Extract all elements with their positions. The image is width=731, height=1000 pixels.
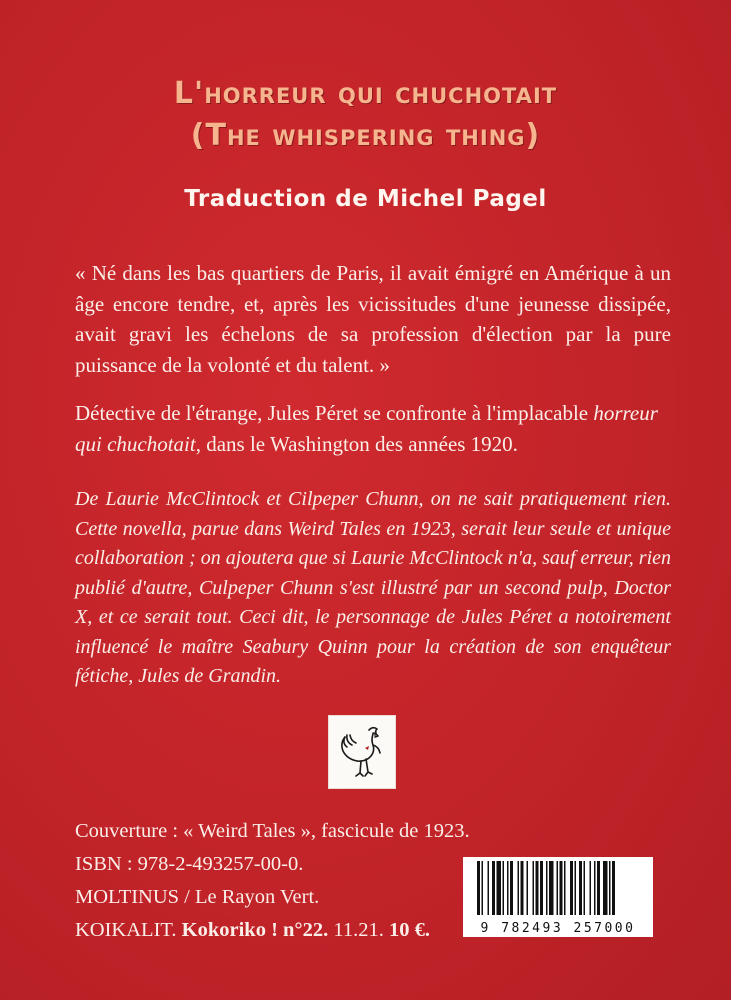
book-original-title: (The whispering thing) (190, 118, 541, 153)
rooster-icon (328, 715, 396, 789)
publication-date: 11.21. (328, 919, 389, 941)
imprint-block (75, 815, 470, 947)
description-italic: horreur qui chuchotait (75, 401, 658, 456)
series-line (75, 914, 470, 947)
barcode-number: 9 782493 257000 (480, 921, 636, 936)
quote-text: « Né dans les bas quartiers de Paris, il avait émigré en Amérique à un âge encore tendre, et, après les vicissitudes d'une jeunesse dissipée, avait gravi les échelons de sa profession d'élection par la pure puissance de la volonté et du talent. » (75, 261, 671, 377)
series-name: Kokoriko ! n°22. (181, 919, 329, 941)
authors-bio: De Laurie McClintock et Cilpeper Chunn, on ne sait pratiquement rien. Cette novella, parue dans Weird Tales en 1923, serait leur seule et unique collaboration ; on ajoutera que si Laurie McClintock n'a, sauf erreur, rien publié d'autre, Culpeper Chunn s'est illustré par un second pulp, Doctor X, et ce serait tout. Ceci dit, le personnage de Jules Péret a notoirement influencé le maître Seabury Quinn pour la création de son enquêteur fétiche, Jules de Grandin. (75, 488, 671, 687)
book-title: L'horreur qui chuchotait (173, 76, 558, 111)
barcode-bars (463, 857, 653, 919)
barcode (463, 857, 653, 937)
price: 10 €. (389, 919, 430, 941)
isbn: ISBN : 978-2-493257-00-0. (75, 853, 304, 875)
translator-credit: Traduction de Michel Pagel (184, 186, 547, 212)
book-description (75, 398, 671, 459)
cover-credit: Couverture : « Weird Tales », fascicule de 1923. (75, 820, 470, 842)
publisher: MOLTINUS / Le Rayon Vert. (75, 886, 320, 908)
opening-quote (75, 258, 671, 380)
rooster-drawing (329, 716, 395, 788)
series-prefix: KOIKALIT. (75, 919, 182, 941)
description-start: Détective de l'étrange, Jules Péret se confronte à l'implacable (75, 401, 594, 425)
description-end: , dans le Washington des années 1920. (195, 431, 518, 456)
